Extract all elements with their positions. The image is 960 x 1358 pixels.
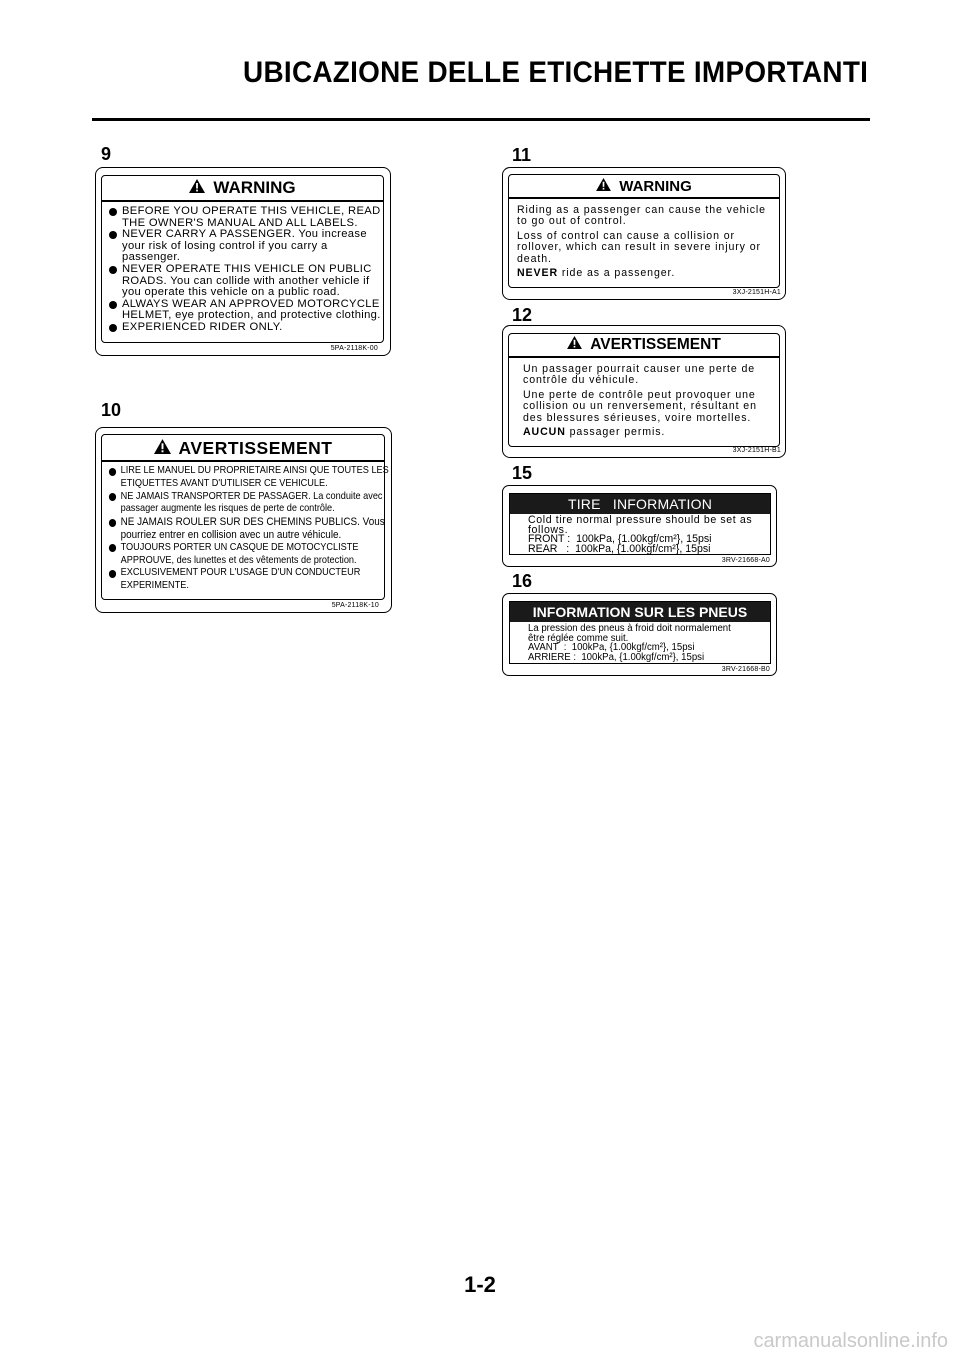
label-16-line: ARRIERE : 100kPa, {1.00kgf/cm²}, 15psi xyxy=(528,651,705,663)
label-11-body xyxy=(517,205,771,282)
label-10-item: NE JAMAIS ROULER SUR DES CHEMINS PUBLICS. Vous pourriez entrer en collision avec un autre véhicule. xyxy=(108,516,394,542)
label-16-tire-info-fr xyxy=(502,593,777,676)
label-15-number: 15 xyxy=(512,463,533,483)
bullet-dot-icon xyxy=(109,519,116,527)
warning-triangle-icon xyxy=(154,438,171,459)
label-9-header-rule xyxy=(102,200,383,202)
warning-triangle-icon xyxy=(567,336,582,354)
label-12-header xyxy=(509,335,779,355)
label-9-inner-frame xyxy=(101,175,384,343)
label-12-inner-frame xyxy=(508,333,780,447)
label-10-item: EXCLUSIVEMENT POUR L'USAGE D'UN CONDUCTEUR EXPERIMENTE. xyxy=(108,567,394,593)
label-9-number: 9 xyxy=(101,144,112,164)
label-16-line: AVANT : 100kPa, {1.00kgf/cm²}, 15psi xyxy=(528,642,695,654)
label-12-body xyxy=(523,364,771,441)
label-11-paragraph: Loss of control can cause a collision or rollover, which can result in severe injury or death. xyxy=(517,229,761,265)
label-9-item: ALWAYS WEAR AN APPROVED MOTORCYCLE HELMET, eye protection, and protective clothing. xyxy=(108,299,381,322)
label-11-header-text: WARNING xyxy=(619,177,692,195)
label-9-bullet-list xyxy=(108,206,381,334)
warning-triangle-icon xyxy=(189,178,205,198)
label-16-body xyxy=(528,624,755,662)
label-11-header-rule xyxy=(509,197,779,199)
label-10-header-rule xyxy=(102,460,384,462)
bullet-dot-icon xyxy=(109,208,117,216)
label-16-inner-frame xyxy=(509,601,771,664)
label-10-header xyxy=(102,437,384,459)
label-12-number: 12 xyxy=(512,305,533,325)
label-16-part-code: 3RV-21668-B0 xyxy=(721,666,770,673)
label-12-paragraph: Un passager pourrait causer une perte de contrôle du véhicule. xyxy=(523,363,756,387)
label-11-number: 11 xyxy=(512,145,532,165)
label-9-part-code: 5PA-2118K-00 xyxy=(330,345,378,352)
bullet-dot-icon xyxy=(109,324,117,332)
label-15-body xyxy=(528,516,764,554)
label-9-item: EXPERIENCED RIDER ONLY. xyxy=(108,322,381,334)
label-15-line: Cold tire normal pressure should be set as xyxy=(528,514,753,526)
label-11-paragraph: NEVER ride as a passenger. xyxy=(517,267,676,280)
label-11-header xyxy=(509,176,779,196)
page-title: UBICAZIONE DELLE ETICHETTE IMPORTANTI xyxy=(242,56,868,89)
title-rule xyxy=(92,118,870,121)
label-10-avertissement-fr xyxy=(95,427,392,613)
label-15-header: TIRE INFORMATION xyxy=(510,494,770,514)
label-11-warning-en xyxy=(502,167,786,300)
label-16-line: La pression des pneus à froid doit normalement xyxy=(528,623,731,634)
label-15-part-code: 3RV-21668-A0 xyxy=(721,557,770,564)
label-10-header-text: AVERTISSEMENT xyxy=(178,437,333,458)
label-12-header-text: AVERTISSEMENT xyxy=(590,336,721,353)
label-9-warning-en xyxy=(95,167,391,356)
label-9-header xyxy=(102,178,383,198)
warning-triangle-icon xyxy=(596,178,611,195)
label-10-item: LIRE LE MANUEL DU PROPRIETAIRE AINSI QUE TOUTES LES ETIQUETTES AVANT D'UTILISER CE VEHICULE. xyxy=(108,465,394,491)
label-10-bullet-list xyxy=(108,465,389,593)
label-15-line: follows. xyxy=(528,523,569,536)
label-10-item: TOUJOURS PORTER UN CASQUE DE MOTOCYCLISTE APPROUVE, des lunettes et des vêtements de protection. xyxy=(108,542,394,568)
label-12-part-code: 3XJ-2151H-B1 xyxy=(732,447,781,454)
label-11-inner-frame xyxy=(508,174,780,288)
label-9-header-text: WARNING xyxy=(213,178,296,197)
label-15-tire-info-en xyxy=(502,485,777,567)
label-12-avertissement-fr xyxy=(502,325,786,458)
label-15-line: REAR : 100kPa, {1.00kgf/cm²}, 15psi xyxy=(528,542,711,555)
label-9-item: BEFORE YOU OPERATE THIS VEHICLE, READ THE OWNER'S MANUAL AND ALL LABELS. xyxy=(108,206,381,229)
bullet-dot-icon xyxy=(109,570,116,578)
label-16-number: 16 xyxy=(512,571,533,591)
watermark: carmanualsonline.info xyxy=(753,1330,948,1352)
label-12-header-rule xyxy=(509,356,779,358)
label-15-inner-frame xyxy=(509,493,771,555)
label-12-paragraph: Une perte de contrôle peut provoquer une collision ou un renversement, résultant en des blessures sérieuses, voire mortelles. xyxy=(523,388,757,424)
label-11-part-code: 3XJ-2151H-A1 xyxy=(732,289,781,296)
label-16-header: INFORMATION SUR LES PNEUS xyxy=(510,602,770,622)
label-9-item: NEVER CARRY A PASSENGER. You increase your risk of losing control if you carry a passenger. xyxy=(108,229,381,264)
label-11-paragraph: Riding as a passenger can cause the vehicle to go out of control. xyxy=(517,204,766,228)
bullet-dot-icon xyxy=(109,544,116,552)
label-9-item: NEVER OPERATE THIS VEHICLE ON PUBLIC ROADS. You can collide with another vehicle if you operate this vehicle on a public road. xyxy=(108,264,381,299)
page-number: 1-2 xyxy=(464,1272,496,1297)
bullet-dot-icon xyxy=(109,266,117,274)
label-12-paragraph: AUCUN passager permis. xyxy=(523,426,666,439)
label-10-number: 10 xyxy=(101,400,122,420)
label-10-inner-frame xyxy=(101,434,389,600)
label-16-line: être réglée comme suit. xyxy=(528,632,629,644)
label-10-item: NE JAMAIS TRANSPORTER DE PASSAGER. La conduite avec passager augmente les risques de perte de contrôle. xyxy=(108,491,394,517)
label-10-part-code: 5PA-2118K-10 xyxy=(331,602,379,609)
bullet-dot-icon xyxy=(109,468,116,476)
bullet-dot-icon xyxy=(109,301,117,309)
bullet-dot-icon xyxy=(109,493,116,501)
bullet-dot-icon xyxy=(109,231,117,239)
label-15-line: FRONT : 100kPa, {1.00kgf/cm²}, 15psi xyxy=(528,533,712,546)
